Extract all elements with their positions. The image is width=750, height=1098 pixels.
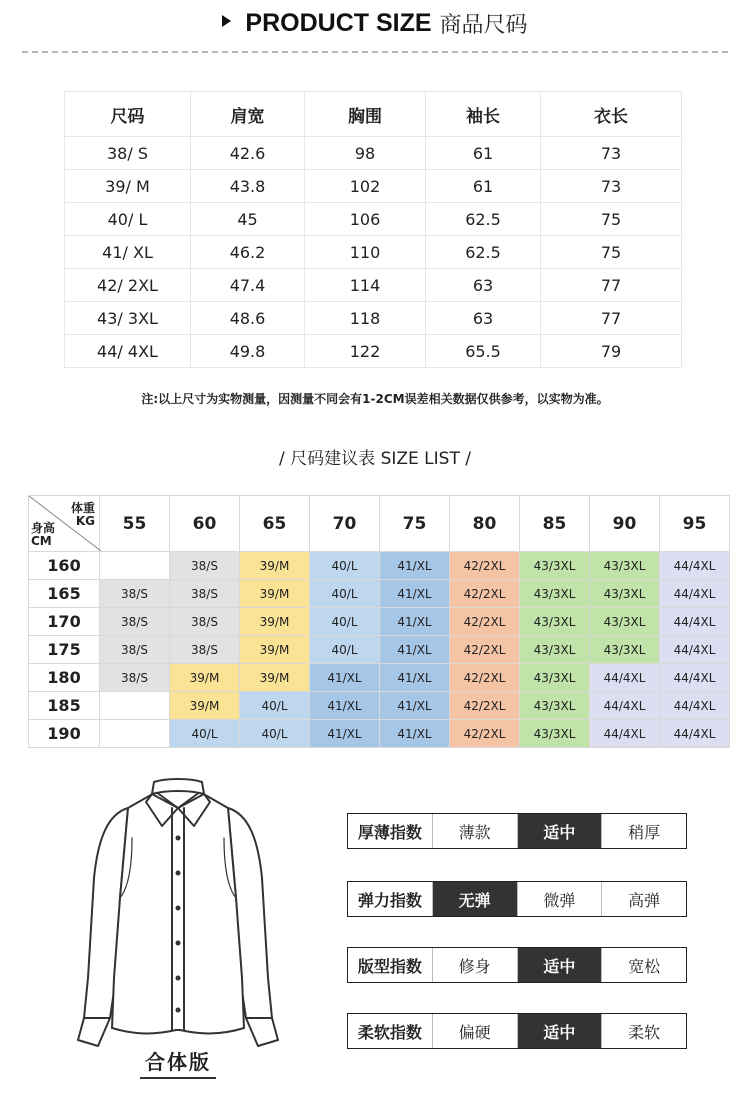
recommended-size-cell: 43/3XL [590, 552, 660, 580]
recommended-size-cell [100, 552, 170, 580]
recommended-size-cell: 38/S [170, 580, 240, 608]
recommended-size-cell: 44/4XL [590, 692, 660, 720]
weight-header-cell: 70 [310, 496, 380, 552]
measurement-cell: 46.2 [191, 236, 305, 269]
measurement-cell: 62.5 [426, 236, 541, 269]
height-row [29, 664, 730, 692]
recommended-size-cell: 40/L [310, 552, 380, 580]
recommended-size-cell: 44/4XL [590, 664, 660, 692]
index-row-elasticity [347, 881, 687, 917]
index-option: 薄款 [432, 814, 517, 848]
weight-header-cell: 80 [450, 496, 520, 552]
index-option: 柔软 [601, 1014, 686, 1048]
size-row [65, 335, 682, 368]
measurement-cell: 63 [426, 269, 541, 302]
size-label-cell: 44/ 4XL [65, 335, 191, 368]
recommended-size-cell: 38/S [170, 608, 240, 636]
weight-header-cell: 60 [170, 496, 240, 552]
recommended-size-cell: 43/3XL [590, 636, 660, 664]
triangle-bullet-icon [222, 15, 231, 27]
recommended-size-cell: 43/3XL [520, 608, 590, 636]
recommended-size-cell: 39/M [240, 636, 310, 664]
recommended-size-cell: 41/XL [380, 720, 450, 748]
recommended-size-cell: 40/L [240, 720, 310, 748]
measurement-cell: 106 [305, 203, 426, 236]
height-row [29, 636, 730, 664]
height-cell: 175 [29, 636, 100, 664]
size-row [65, 236, 682, 269]
size-row [65, 269, 682, 302]
recommended-size-cell: 44/4XL [660, 552, 730, 580]
recommended-size-cell: 41/XL [380, 636, 450, 664]
recommended-size-cell: 38/S [170, 552, 240, 580]
weight-header-cell: 75 [380, 496, 450, 552]
index-option: 宽松 [601, 948, 686, 982]
measurement-cell: 73 [541, 170, 682, 203]
recommended-size-cell: 43/3XL [520, 552, 590, 580]
recommended-size-cell: 43/3XL [590, 608, 660, 636]
recommended-size-cell: 41/XL [380, 552, 450, 580]
weight-header-cell: 55 [100, 496, 170, 552]
recommended-size-cell: 38/S [100, 580, 170, 608]
recommended-size-cell: 41/XL [380, 580, 450, 608]
page-header [0, 8, 750, 48]
measurement-cell: 61 [426, 170, 541, 203]
measurement-cell: 48.6 [191, 302, 305, 335]
index-option: 稍厚 [601, 814, 686, 848]
recommended-size-cell: 40/L [240, 692, 310, 720]
index-option: 修身 [432, 948, 517, 982]
recommended-size-cell: 43/3XL [520, 692, 590, 720]
size-label-cell: 39/ M [65, 170, 191, 203]
recommended-size-cell: 42/2XL [450, 552, 520, 580]
measurement-cell: 122 [305, 335, 426, 368]
size-label-cell: 38/ S [65, 137, 191, 170]
measurement-cell: 73 [541, 137, 682, 170]
measurement-cell: 47.4 [191, 269, 305, 302]
index-row-softness [347, 1013, 687, 1049]
measurement-cell: 43.8 [191, 170, 305, 203]
measurement-cell: 77 [541, 302, 682, 335]
recommended-size-cell: 42/2XL [450, 580, 520, 608]
column-header: 袖长 [426, 92, 541, 137]
height-row [29, 552, 730, 580]
product-size-table [64, 91, 682, 368]
size-table-header-row [65, 92, 682, 137]
measurement-cell: 75 [541, 236, 682, 269]
measurement-cell: 65.5 [426, 335, 541, 368]
recommended-size-cell: 40/L [170, 720, 240, 748]
measurement-cell: 61 [426, 137, 541, 170]
weight-header-cell: 85 [520, 496, 590, 552]
measurement-cell: 118 [305, 302, 426, 335]
measurement-cell: 62.5 [426, 203, 541, 236]
height-cell: 160 [29, 552, 100, 580]
recommended-size-cell: 40/L [310, 580, 380, 608]
recommended-size-cell: 44/4XL [660, 636, 730, 664]
recommended-size-cell: 38/S [100, 664, 170, 692]
column-header: 胸围 [305, 92, 426, 137]
recommended-size-cell: 39/M [240, 608, 310, 636]
measurement-cell: 79 [541, 335, 682, 368]
size-row [65, 302, 682, 335]
recommended-size-cell: 43/3XL [520, 664, 590, 692]
height-cell: 165 [29, 580, 100, 608]
size-label-cell: 43/ 3XL [65, 302, 191, 335]
measurement-cell: 45 [191, 203, 305, 236]
height-cell: 180 [29, 664, 100, 692]
weight-label: 体重 [70, 501, 95, 515]
header-title-cn: 商品尺码 [439, 13, 528, 38]
index-option-selected: 无弹 [432, 882, 517, 916]
recommended-size-cell: 44/4XL [660, 664, 730, 692]
recommended-size-cell: 43/3XL [520, 580, 590, 608]
height-row [29, 692, 730, 720]
measurement-cell: 114 [305, 269, 426, 302]
recommended-size-cell: 42/2XL [450, 720, 520, 748]
height-cell: 190 [29, 720, 100, 748]
recommended-size-cell: 41/XL [380, 692, 450, 720]
index-name: 厚薄指数 [357, 822, 422, 842]
column-header: 肩宽 [191, 92, 305, 137]
size-row [65, 137, 682, 170]
shirt-illustration [58, 778, 298, 1058]
size-row [65, 170, 682, 203]
column-header: 尺码 [65, 92, 191, 137]
height-label: 身高 [31, 521, 56, 535]
recommended-size-cell: 38/S [100, 608, 170, 636]
measurement-cell: 102 [305, 170, 426, 203]
recommended-size-cell: 41/XL [310, 664, 380, 692]
recommended-size-cell: 41/XL [380, 608, 450, 636]
recommended-size-cell: 42/2XL [450, 636, 520, 664]
index-option: 高弹 [601, 882, 686, 916]
measurement-cell: 77 [541, 269, 682, 302]
dashed-divider [22, 51, 728, 53]
height-row [29, 580, 730, 608]
measurement-cell: 49.8 [191, 335, 305, 368]
recommended-size-cell: 39/M [240, 664, 310, 692]
weight-header-cell: 95 [660, 496, 730, 552]
recommended-size-cell: 44/4XL [660, 720, 730, 748]
header-title-en: PRODUCT SIZE [245, 9, 432, 37]
index-name: 版型指数 [357, 956, 422, 976]
index-option-selected: 适中 [517, 948, 602, 982]
measurement-cell: 75 [541, 203, 682, 236]
measurement-note: 注:以上尺寸为实物测量，因测量不同会有1-2CM误差相关数据仅供参考，以实物为准。 [141, 392, 609, 406]
height-cell: 170 [29, 608, 100, 636]
size-row [65, 203, 682, 236]
measurement-cell: 110 [305, 236, 426, 269]
recommended-size-cell [100, 692, 170, 720]
index-option-selected: 适中 [517, 1014, 602, 1048]
recommended-size-cell: 39/M [240, 552, 310, 580]
index-option: 偏硬 [432, 1014, 517, 1048]
weight-header-cell: 65 [240, 496, 310, 552]
index-row-thickness [347, 813, 687, 849]
recommended-size-cell: 44/4XL [660, 692, 730, 720]
size-list-title: / 尺码建议表 SIZE LIST / [279, 449, 471, 469]
measurement-cell: 63 [426, 302, 541, 335]
recommended-size-cell: 43/3XL [590, 580, 660, 608]
column-header: 衣长 [541, 92, 682, 137]
height-cell: 185 [29, 692, 100, 720]
fit-label-underline [140, 1077, 216, 1079]
height-unit: CM [31, 534, 52, 548]
fit-type-label: 合体版 [145, 1050, 211, 1074]
recommended-size-cell: 39/M [170, 692, 240, 720]
recommended-size-cell: 44/4XL [660, 608, 730, 636]
height-row [29, 720, 730, 748]
recommended-size-cell: 44/4XL [590, 720, 660, 748]
recommended-size-cell: 40/L [310, 608, 380, 636]
recommended-size-cell: 40/L [310, 636, 380, 664]
recommended-size-cell: 43/3XL [520, 636, 590, 664]
recommended-size-cell: 42/2XL [450, 608, 520, 636]
size-recommendation-table [28, 495, 730, 748]
table-corner-cell [29, 496, 100, 552]
index-row-fit [347, 947, 687, 983]
size-label-cell: 41/ XL [65, 236, 191, 269]
recommended-size-cell: 41/XL [380, 664, 450, 692]
weight-header-cell: 90 [590, 496, 660, 552]
recommended-size-cell: 38/S [170, 636, 240, 664]
measurement-cell: 42.6 [191, 137, 305, 170]
recommended-size-cell: 44/4XL [660, 580, 730, 608]
recommended-size-cell: 42/2XL [450, 692, 520, 720]
index-option-selected: 适中 [517, 814, 602, 848]
recommended-size-cell: 43/3XL [520, 720, 590, 748]
measurement-cell: 98 [305, 137, 426, 170]
size-label-cell: 40/ L [65, 203, 191, 236]
size-label-cell: 42/ 2XL [65, 269, 191, 302]
recommended-size-cell [100, 720, 170, 748]
weight-header-row [29, 496, 730, 552]
recommended-size-cell: 38/S [100, 636, 170, 664]
index-name: 柔软指数 [357, 1022, 422, 1042]
weight-unit: KG [75, 514, 95, 528]
index-name: 弹力指数 [357, 890, 422, 910]
recommended-size-cell: 42/2XL [450, 664, 520, 692]
height-row [29, 608, 730, 636]
recommended-size-cell: 41/XL [310, 720, 380, 748]
recommended-size-cell: 39/M [240, 580, 310, 608]
index-option: 微弹 [517, 882, 602, 916]
recommended-size-cell: 39/M [170, 664, 240, 692]
recommended-size-cell: 41/XL [310, 692, 380, 720]
